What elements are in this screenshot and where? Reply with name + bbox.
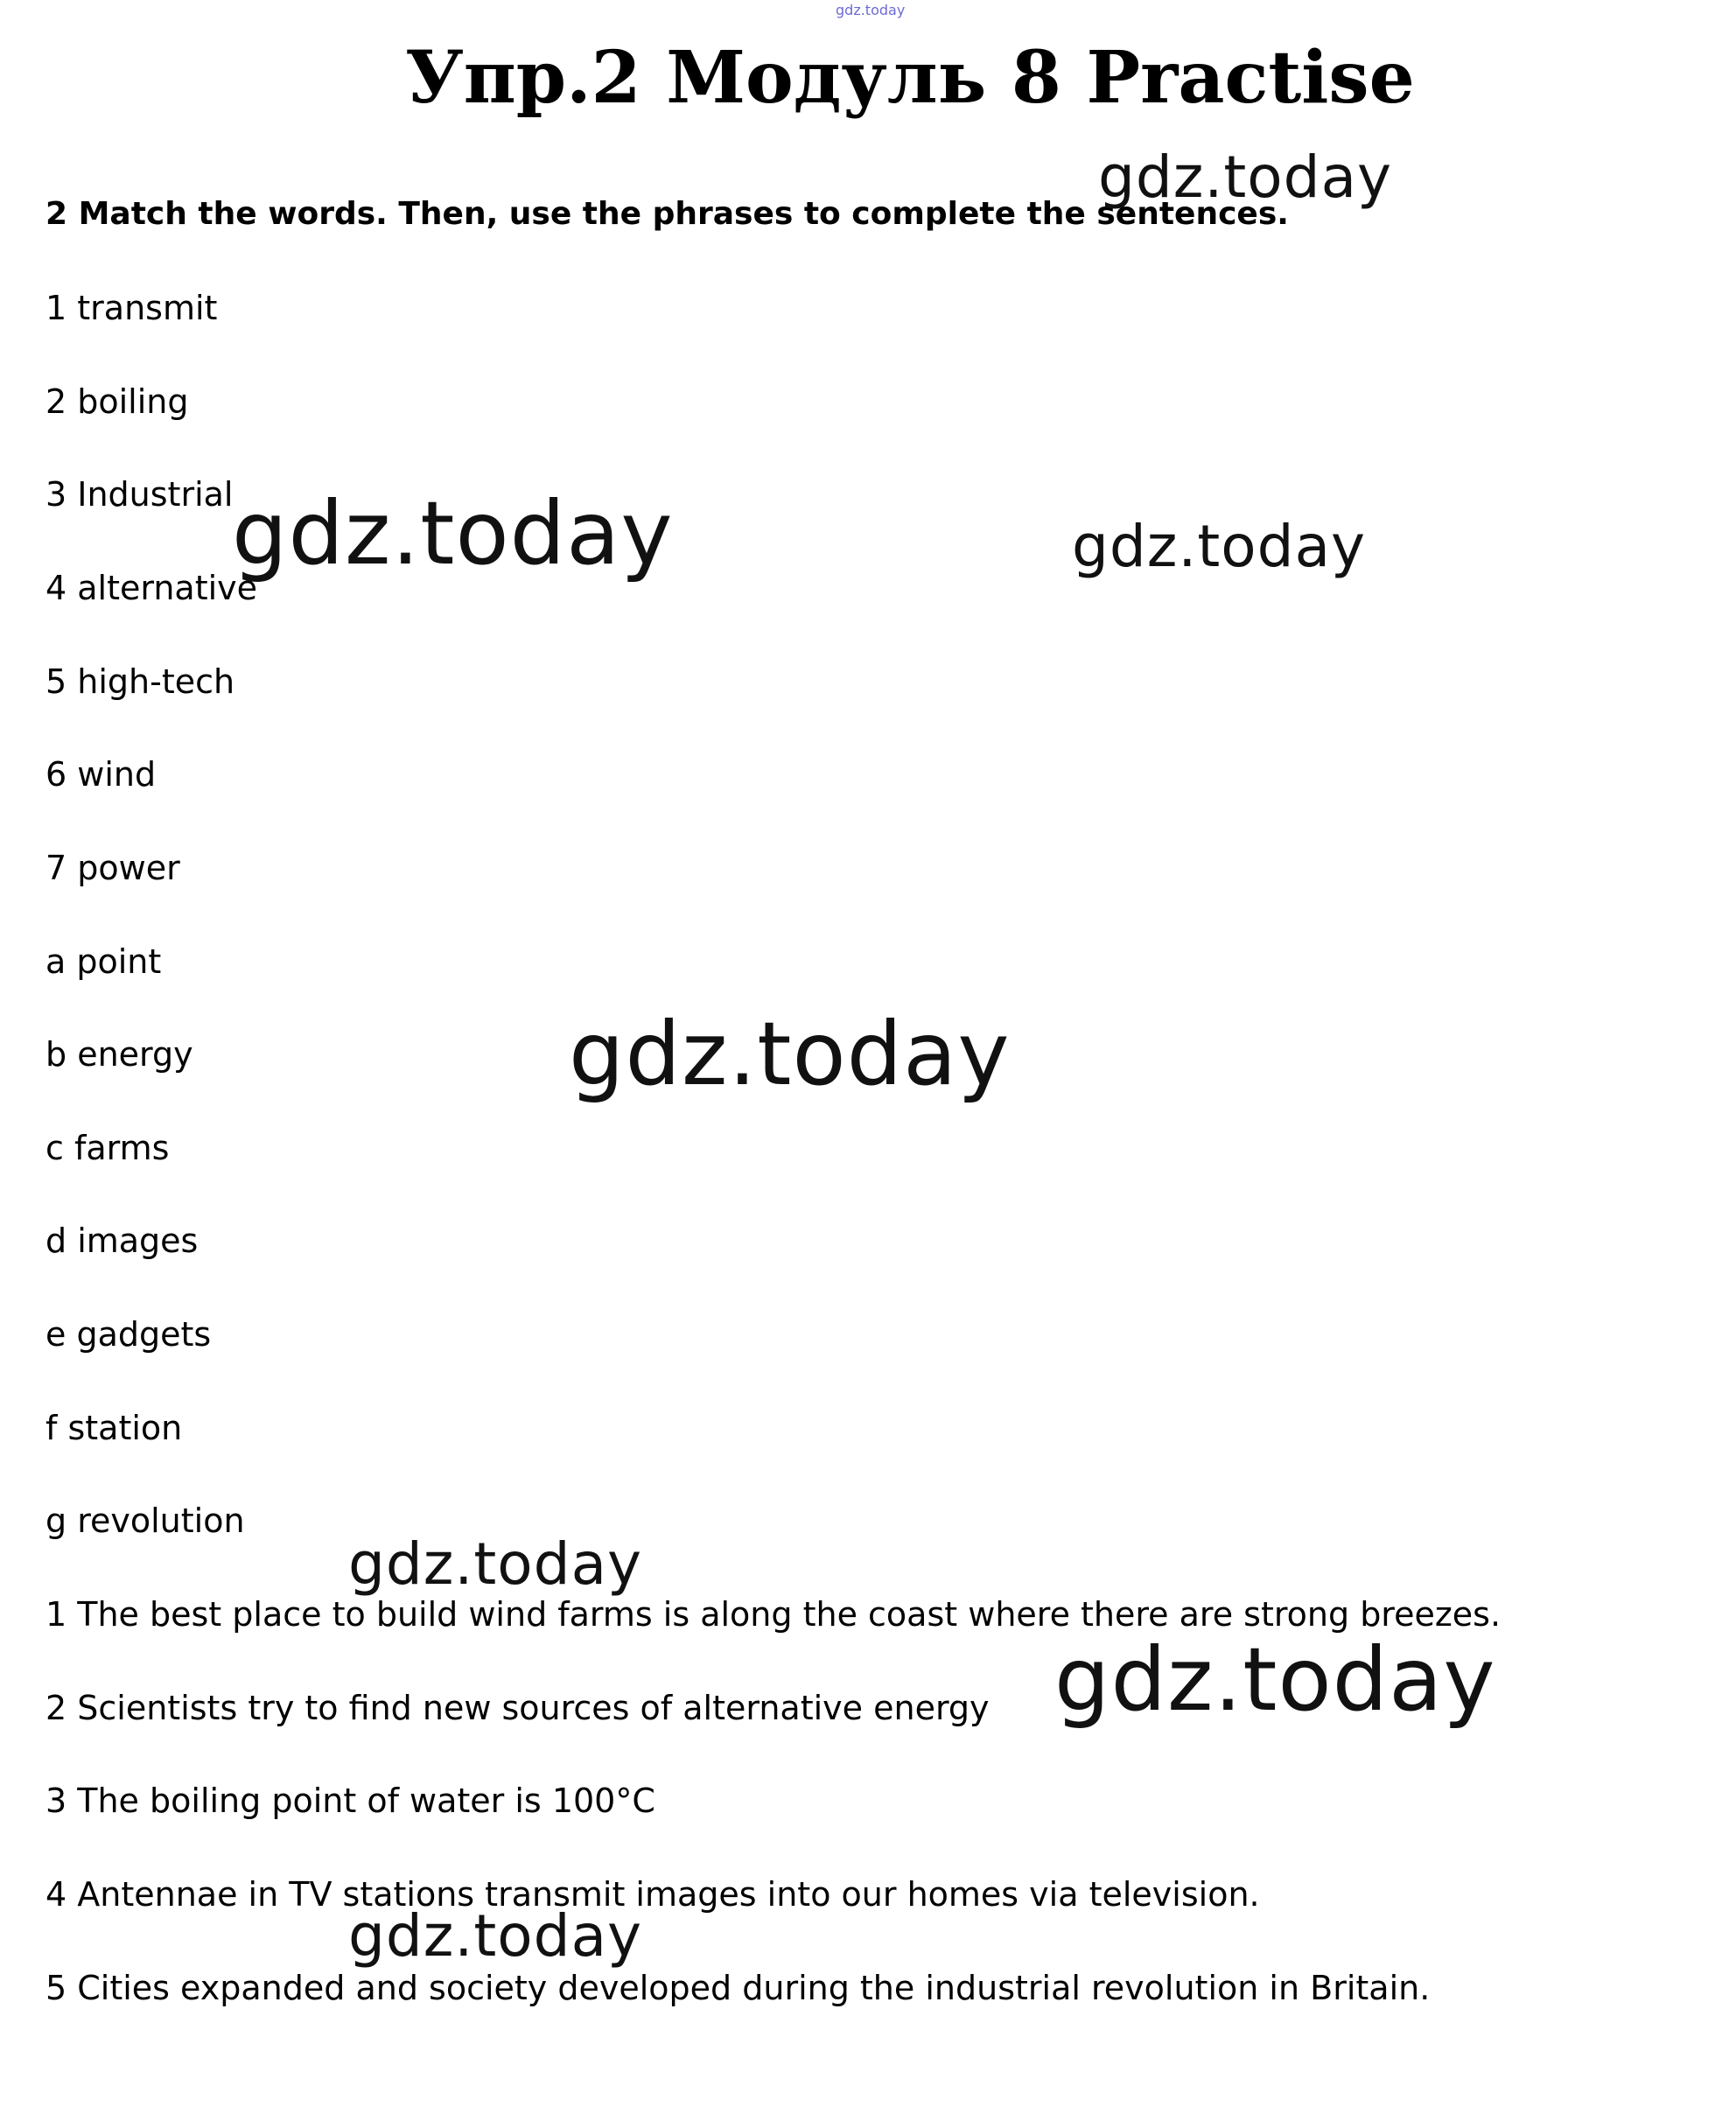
word-item: c farms [46,1129,170,1167]
word-item: 5 high-tech [46,662,235,701]
watermark: gdz.today [1072,513,1367,580]
sentence-item: 4 Antennae in TV stations transmit images into our homes via television. [46,1875,1260,1914]
watermark: gdz.today [348,1902,643,1970]
exercise-instruction: 2 Match the words. Then, use the phrases to complete the sentences. [46,196,1289,232]
watermark: gdz.today [232,482,674,584]
word-item: f station [46,1409,183,1447]
word-item: d images [46,1222,199,1260]
word-item: 3 Industrial [46,475,234,514]
watermark: gdz.today [348,1530,643,1598]
watermark: gdz.today [1054,1628,1496,1731]
word-item: b energy [46,1035,193,1074]
sentence-item: 2 Scientists try to find new sources of alternative energy [46,1689,990,1727]
word-item: 6 wind [46,755,157,794]
top-watermark: gdz.today [836,2,906,18]
page-title: Упр.2 Модуль 8 Practise [405,36,1415,120]
word-item: 1 transmit [46,289,218,327]
word-item: a point [46,942,162,981]
word-item: 2 boiling [46,382,189,421]
word-item: g revolution [46,1502,245,1540]
watermark: gdz.today [1098,144,1393,211]
word-item: 7 power [46,849,180,887]
word-item: e gadgets [46,1315,212,1354]
watermark: gdz.today [569,1003,1011,1105]
sentence-item: 1 The best place to build wind farms is along the coast where there are strong breezes. [46,1595,1502,1634]
sentence-item: 3 The boiling point of water is 100°C [46,1782,655,1820]
sentence-item: 5 Cities expanded and society developed during the industrial revolution in Britain. [46,1969,1431,2007]
word-item: 4 alternative [46,569,258,607]
